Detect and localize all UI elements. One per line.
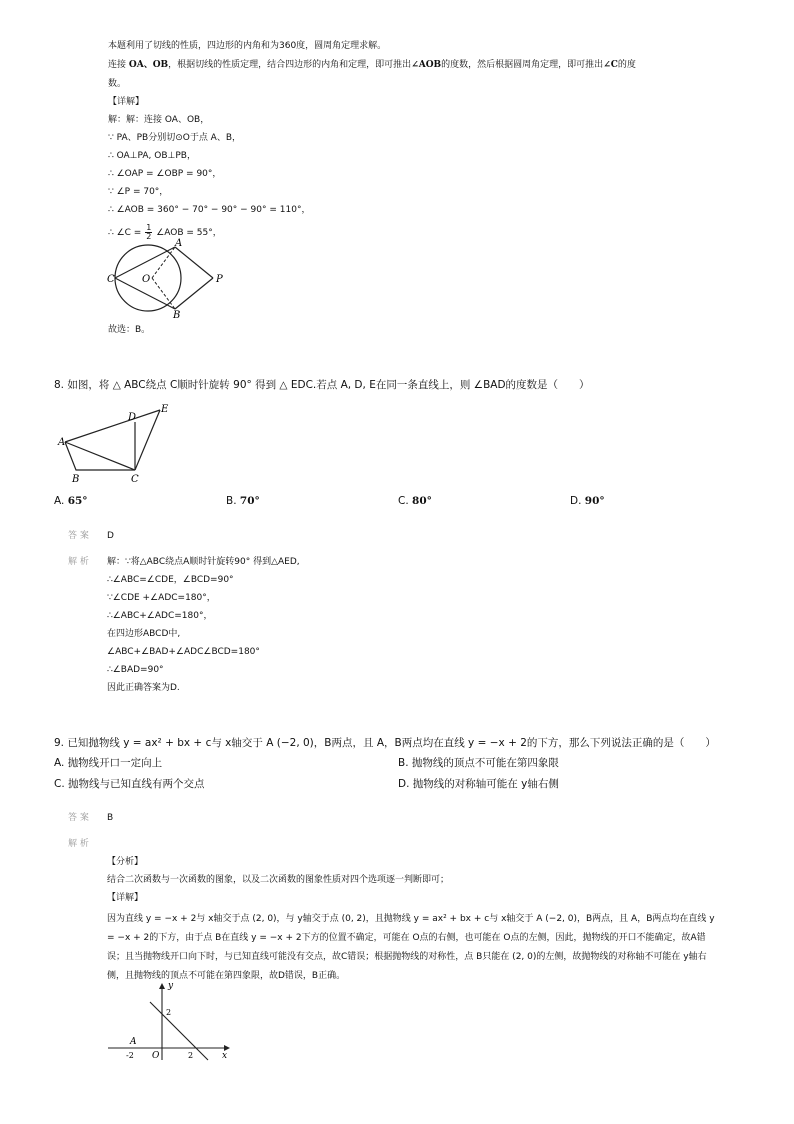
sol7-intro-aob: ∠AOB (411, 60, 442, 70)
q8-analysis-line-4: ∴∠ABC+∠ADC=180°， (107, 611, 213, 621)
q9-fenxi-heading: 【分析】 (107, 857, 144, 867)
q8-triangle-figure (55, 400, 185, 490)
sol7-intro-text-c: 的度数，然后根据圆周角定理，即可推出 (441, 60, 604, 70)
label-p: P (216, 274, 223, 285)
q9-answer-value: B (107, 813, 114, 823)
q8-answer-value: D (107, 531, 114, 541)
q8-option-d-letter: D. (570, 495, 582, 507)
q8-analysis-line-7: ∴∠BAD=90° (107, 665, 164, 675)
label-o: O (152, 1051, 160, 1061)
q9-option-c[interactable] (54, 777, 205, 791)
q9-fenxi-text: 结合二次函数与一次函数的图象，以及二次函数的图象性质对四个选项逐一判断即可； (107, 875, 450, 885)
q8-analysis-line-5: 在四边形ABCD中, (107, 629, 181, 639)
q8-option-b[interactable] (226, 494, 260, 508)
label-c: C (107, 274, 115, 285)
sol7-conclusion: 故选：B。 (108, 325, 151, 335)
sol7-step-3: ∴ OA⊥PA, OB⊥PB， (108, 151, 196, 161)
q8-option-b-value: 70° (239, 495, 260, 507)
q9-analysis-label: 解 析 (68, 839, 89, 849)
q9-detail-text: 因为直线 y = −x + 2与 x轴交于点 (2, 0)，与 y轴交于点 (0, 2)，且抛物线 y = ax² + bx + c与 x轴交于 A (−2, 0)，B两点，且 A，B两点均在直线 y = −x + 2的下方，由于点 B在直线 y = −x + 2下方的位置不确定，可能在 O点的右侧，也可能在 O点的左侧，因此，抛物线的开口不能确定，故A错误；且当抛物线开口向下时，与已知直线可能没有交点，故C错误；根据抛物线的对称性，点 B只能在 (2, 0)的左侧，故抛物线的对称轴不可能在 y轴右侧，且抛物线的顶点不可能在第四象限，故D错误，B正确。 (107, 914, 715, 981)
sol7-step-5: ∵ ∠P = 70°， (108, 187, 169, 197)
label-b: B (173, 310, 181, 321)
q9-option-b-letter: B. (398, 757, 409, 769)
q8-analysis-line-1: 解：∵将△ABC绕点A顺时针旋转90° 得到△AED, (107, 557, 300, 567)
q8-analysis-label: 解 析 (68, 557, 89, 567)
q8-option-d[interactable] (570, 494, 605, 508)
q8-option-c-letter: C. (398, 495, 409, 507)
label-d: D (128, 412, 137, 423)
q8-analysis-line-2: ∴∠ABC=∠CDE，∠BCD=90° (107, 575, 234, 585)
radius-oa (152, 247, 175, 278)
sol7-step-2: ∵ PA、PB分别切⊙O于点 A、B， (108, 133, 242, 143)
sol7-intro-text-d: 的度 (617, 60, 636, 70)
q9-option-d[interactable] (398, 777, 559, 791)
q9-option-c-text: 抛物线与已知直线有两个交点 (68, 778, 205, 790)
sol7-detail-heading: 【详解】 (108, 97, 145, 107)
sol7-intro-text-b: ，根据切线的性质定理，结合四边形的内角和定理，即可推出 (168, 60, 412, 70)
q9-detail-heading: 【详解】 (107, 893, 144, 903)
sol7-intro-text-a: 连接 (108, 60, 127, 70)
label-a: A (130, 1037, 137, 1047)
segment-ce (135, 410, 160, 470)
label-a: A (58, 437, 66, 448)
sol7-fraction-denominator: 2 (146, 232, 152, 241)
sol7-intro-line3: 数。 (108, 79, 127, 89)
q8-option-d-value: 90° (584, 495, 605, 507)
q9-option-a[interactable] (54, 756, 162, 770)
label-c: C (131, 474, 139, 485)
sol7-intro-c: ∠C (603, 60, 618, 70)
sol7-step-1: 解：解：连接 OA、OB， (108, 115, 210, 125)
label-y: y (168, 982, 174, 991)
q8-analysis-line-6: ∠ABC+∠BAD+∠ADC∠BCD=180° (107, 647, 260, 657)
q9-stem: 9. 已知抛物线 y = ax² + bx + c与 x轴交于 A (−2, 0)，B两点，且 A，B两点均在直线 y = −x + 2的下方，那么下列说法正确的是（ ） (54, 737, 716, 749)
q8-option-a-letter: A. (54, 495, 65, 507)
q8-option-a-value: 65° (67, 495, 88, 507)
sol7-step-7-lhs: ∴ ∠C = (108, 228, 142, 238)
q8-option-a[interactable] (54, 494, 88, 508)
sol7-intro-line2 (108, 59, 636, 72)
q9-answer-label: 答 案 (68, 813, 89, 823)
q9-option-d-letter: D. (398, 778, 410, 790)
q9-option-a-text: 抛物线开口一定向上 (67, 757, 163, 769)
sol7-intro-line1: 本题利用了切线的性质，四边形的内角和为360度，圆周角定理求解。 (108, 41, 387, 51)
sol7-step-7-rhs: ∠AOB = 55°， (156, 228, 222, 238)
y-axis-arrow-icon (159, 983, 165, 989)
q8-option-b-letter: B. (226, 495, 237, 507)
q9-option-c-letter: C. (54, 778, 65, 790)
q9-option-b-text: 抛物线的顶点不可能在第四象限 (411, 757, 559, 769)
sol7-step-4: ∴ ∠OAP = ∠OBP = 90°， (108, 169, 222, 179)
q8-analysis-line-3: ∵∠CDE +∠ADC=180°， (107, 593, 216, 603)
label-b: B (72, 474, 80, 485)
q8-stem: 8. 如图，将 △ ABC绕点 C顺时针旋转 90° 得到 △ EDC.若点 A, D, E在同一条直线上，则 ∠BAD的度数是（ ） (54, 379, 590, 391)
q9-coordinate-figure (104, 982, 234, 1062)
label-e: E (161, 404, 169, 415)
radius-ob (152, 278, 175, 309)
line-ade (65, 410, 160, 442)
q9-option-a-letter: A. (54, 757, 65, 769)
q8-option-c[interactable] (398, 494, 432, 508)
sol7-circle-figure (100, 236, 240, 322)
sol7-fraction-numerator: 1 (146, 223, 152, 232)
sol7-step-6: ∴ ∠AOB = 360° − 70° − 90° − 90° = 110°， (108, 205, 311, 215)
triangle-abc (65, 442, 135, 470)
label-o: O (142, 274, 151, 285)
label-a: A (175, 238, 183, 249)
q8-answer-label: 答 案 (68, 531, 89, 541)
sol7-intro-oaob: OA、OB (128, 60, 169, 70)
label-y-intercept: 2 (166, 1008, 172, 1017)
q9-option-d-text: 抛物线的对称轴可能在 y轴右侧 (412, 778, 559, 790)
label-x-intercept: 2 (188, 1051, 194, 1060)
label-x: x (222, 1051, 228, 1061)
q8-option-c-value: 80° (412, 495, 432, 507)
q8-analysis-line-8: 因此正确答案为D. (107, 683, 180, 693)
q9-option-b[interactable] (398, 756, 559, 770)
label-neg-2: -2 (126, 1051, 134, 1060)
